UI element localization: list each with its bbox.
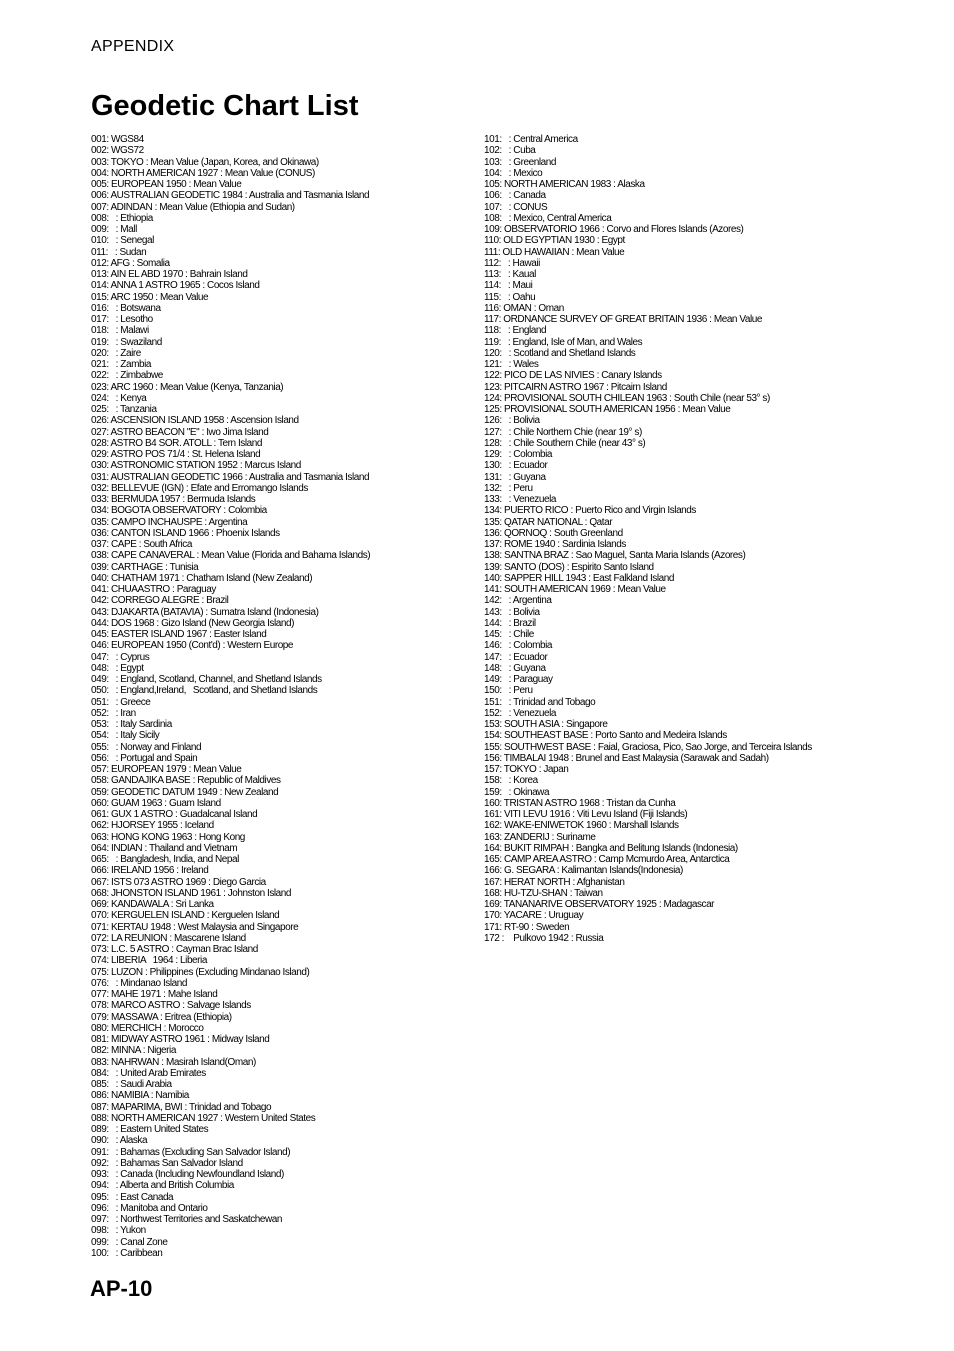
datum-entry: 159: : Okinawa (484, 786, 550, 798)
datum-entry: 064: INDIAN : Thailand and Vietnam (91, 842, 238, 854)
datum-entry: 151: : Trinidad and Tobago (484, 696, 596, 708)
datum-entry: 130: : Ecuador (484, 460, 548, 472)
datum-entry: 087: MAPARIMA, BWI : Trinidad and Tobago (91, 1101, 272, 1113)
datum-entry: 048: : Egypt (91, 662, 144, 674)
datum-entry: 168: HU-TZU-SHAN : Taiwan (484, 887, 603, 899)
datum-list-left-column (91, 134, 476, 1259)
datum-entry: 034: BOGOTA OBSERVATORY : Colombia (91, 505, 267, 517)
datum-entry: 139: SANTO (DOS) : Espirito Santo Island (484, 561, 654, 573)
datum-entry: 118: : England (484, 325, 547, 337)
datum-entry: 098: : Yukon (91, 1225, 146, 1237)
datum-entry: 020: : Zaire (91, 347, 141, 359)
datum-entry: 079: MASSAWA : Eritrea (Ethiopia) (91, 1011, 232, 1023)
datum-entry: 036: CANTON ISLAND 1966 : Phoenix Islands (91, 527, 280, 539)
datum-entry: 055: : Norway and Finland (91, 741, 202, 753)
datum-entry: 136: QORNOQ : South Greenland (484, 527, 623, 539)
datum-entry: 033: BERMUDA 1957 : Bermuda Islands (91, 494, 256, 505)
datum-entry: 041: CHUAASTRO : Paraguay (91, 584, 216, 595)
datum-entry: 071: KERTAU 1948 : West Malaysia and Singapore (91, 921, 299, 933)
datum-entry: 024: : Kenya (91, 392, 147, 404)
datum-entry: 092: : Bahamas San Salvador Island (91, 1157, 243, 1169)
datum-entry: 133: : Venezuela (484, 494, 556, 505)
datum-entry: 093: : Canada (Including Newfoundland Island) (91, 1169, 284, 1180)
datum-entry: 075: LUZON : Philippines (Excluding Mindanao Island) (91, 966, 310, 978)
datum-entry: 022: : Zimbabwe (91, 370, 163, 382)
datum-entry: 070: KERGUELEN ISLAND : Kerguelen Island (91, 910, 280, 922)
datum-entry: 003: TOKYO : Mean Value (Japan, Korea, and Okinawa) (91, 156, 319, 168)
datum-entry: 119: : England, Isle of Man, and Wales (484, 336, 643, 348)
datum-entry: 124: PROVISIONAL SOUTH CHILEAN 1963 : South Chile (near 53° s) (484, 392, 770, 404)
datum-entry: 072: LA REUNION : Mascarene Island (91, 932, 246, 944)
datum-entry: 120: : Scotland and Shetland Islands (484, 347, 636, 359)
datum-entry: 037: CAPE : South Africa (91, 539, 192, 550)
datum-entry: 138: SANTNA BRAZ : Sao Maguel, Santa Maria Islands (Azores) (484, 550, 746, 562)
datum-entry: 039: CARTHAGE : Tunisia (91, 561, 199, 573)
datum-entry: 106: : Canada (484, 190, 546, 202)
datum-entry: 155: SOUTHWEST BASE : Faial, Graciosa, Pico, Sao Jorge, and Terceira Islands (484, 741, 812, 753)
datum-entry: 029: ASTRO POS 71/4 : St. Helena Island (91, 449, 261, 460)
datum-entry: 023: ARC 1960 : Mean Value (Kenya, Tanzania) (91, 381, 284, 393)
datum-entry: 129: : Colombia (484, 449, 552, 460)
datum-entry: 163: ZANDERIJ : Suriname (484, 831, 596, 843)
datum-entry: 101: : Central America (484, 134, 578, 145)
datum-entry: 011: : Sudan (91, 246, 147, 258)
datum-entry: 056: : Portugal and Spain (91, 752, 198, 764)
datum-list-right-column (484, 134, 924, 944)
datum-entry: 150: : Peru (484, 685, 533, 697)
datum-entry: 126: : Bolivia (484, 415, 540, 427)
datum-entry: 057: EUROPEAN 1979 : Mean Value (91, 764, 242, 775)
datum-entry: 169: TANANARIVE OBSERVATORY 1925 : Madagascar (484, 899, 715, 910)
datum-entry: 047: : Cyprus (91, 651, 150, 663)
datum-entry: 076: : Mindanao Island (91, 977, 187, 989)
datum-entry: 165: CAMP AREA ASTRO : Camp Mcmurdo Area, Antarctica (484, 854, 730, 865)
datum-entry: 143: : Bolivia (484, 606, 540, 618)
datum-entry: 149: : Paraguay (484, 674, 553, 685)
datum-entry: 162: WAKE-ENIWETOK 1960 : Marshall Islands (484, 820, 679, 832)
datum-entry: 074: LIBERIA 1964 : Liberia (91, 955, 207, 967)
datum-entry: 065: : Bangladesh, India, and Nepal (91, 854, 239, 865)
datum-entry: 156: TIMBALAI 1948 : Brunel and East Malaysia (Sarawak and Sadah) (484, 752, 769, 764)
datum-entry: 061: GUX 1 ASTRO : Guadalcanal Island (91, 809, 258, 820)
datum-entry: 063: HONG KONG 1963 : Hong Kong (91, 831, 245, 843)
datum-entry: 026: ASCENSION ISLAND 1958 : Ascension Island (91, 415, 299, 427)
datum-entry: 062: HJORSEY 1955 : Iceland (91, 820, 214, 832)
datum-entry: 066: IRELAND 1956 : Ireland (91, 865, 209, 877)
datum-entry: 045: EASTER ISLAND 1967 : Easter Island (91, 629, 267, 640)
section-header: APPENDIX (91, 38, 175, 55)
datum-entry: 164: BUKIT RIMPAH : Bangka and Belitung Islands (Indonesia) (484, 842, 738, 854)
datum-entry: 140: SAPPER HILL 1943 : East Falkland Island (484, 572, 674, 584)
datum-entry: 049: : England, Scotland, Channel, and Shetland Islands (91, 674, 322, 685)
datum-entry: 134: PUERTO RICO : Puerto Rico and Virgin Islands (484, 505, 696, 517)
datum-entry: 012: AFG : Somalia (91, 257, 170, 269)
datum-entry: 044: DOS 1968 : Gizo Island (New Georgia Island) (91, 617, 294, 629)
datum-entry: 103: : Greenland (484, 156, 556, 168)
datum-entry: 001: WGS84 (91, 134, 144, 145)
datum-entry: 142: : Argentina (484, 595, 552, 607)
datum-entry: 104: : Mexico (484, 167, 543, 179)
datum-entry: 160: TRISTAN ASTRO 1968 : Tristan da Cunha (484, 797, 676, 809)
datum-entry: 010: : Senegal (91, 235, 154, 247)
datum-entry: 144: : Brazil (484, 617, 536, 629)
datum-entry: 035: CAMPO INCHAUSPE : Argentina (91, 516, 248, 528)
datum-entry: 167: HERAT NORTH : Afghanistan (484, 876, 625, 888)
datum-entry: 086: NAMIBIA : Namibia (91, 1090, 189, 1102)
datum-entry: 027: ASTRO BEACON "E" : Iwo Jima Island (91, 426, 269, 438)
datum-entry: 172 : Pulkovo 1942 : Russia (484, 932, 604, 944)
datum-entry: 112: : Hawaii (484, 257, 540, 269)
datum-entry: 025: : Tanzania (91, 404, 157, 415)
page-title: Geodetic Chart List (91, 90, 359, 122)
datum-entry: 152: : Venezuela (484, 707, 556, 719)
datum-entry: 051: : Greece (91, 696, 151, 708)
datum-entry: 114: : Maui (484, 280, 533, 292)
datum-entry: 028: ASTRO B4 SOR. ATOLL : Tern Island (91, 437, 262, 449)
datum-entry: 090: : Alaska (91, 1135, 148, 1147)
datum-entry: 067: ISTS 073 ASTRO 1969 : Diego Garcia (91, 876, 266, 888)
datum-entry: 088: NORTH AMERICAN 1927 : Western United States (91, 1112, 316, 1124)
datum-entry: 058: GANDAJIKA BASE : Republic of Maldives (91, 775, 281, 787)
datum-entry: 019: : Swaziland (91, 336, 162, 348)
datum-entry: 085: : Saudi Arabia (91, 1079, 172, 1090)
datum-entry: 002: WGS72 (91, 145, 144, 157)
datum-entry: 006: AUSTRALIAN GEODETIC 1984 : Australia and Tasmania Island (91, 190, 370, 202)
datum-entry: 009: : Mall (91, 224, 137, 235)
datum-entry: 097: : Northwest Territories and Saskatchewan (91, 1214, 282, 1225)
datum-entry: 102: : Cuba (484, 145, 536, 157)
datum-entry: 069: KANDAWALA : Sri Lanka (91, 899, 214, 910)
datum-entry: 110: OLD EGYPTIAN 1930 : Egypt (484, 235, 625, 247)
datum-entry: 054: : Italy Sicily (91, 730, 160, 742)
datum-entry: 015: ARC 1950 : Mean Value (91, 291, 209, 303)
datum-entry: 032: BELLEVUE (IGN) : Efate and Erromango Islands (91, 482, 308, 494)
datum-entry: 008: : Ethiopia (91, 212, 153, 224)
datum-entry: 115: : Oahu (484, 291, 536, 303)
datum-entry: 018: : Malawi (91, 325, 149, 337)
datum-entry: 060: GUAM 1963 : Guam Island (91, 797, 221, 809)
datum-entry: 078: MARCO ASTRO : Salvage Islands (91, 1000, 251, 1012)
datum-entry: 014: ANNA 1 ASTRO 1965 : Cocos Island (91, 280, 260, 292)
datum-entry: 121: : Wales (484, 359, 539, 370)
datum-entry: 116: OMAN : Oman (484, 302, 564, 314)
datum-entry: 084: : United Arab Emirates (91, 1067, 206, 1079)
datum-entry: 017: : Lesotho (91, 314, 153, 325)
datum-entry: 154: SOUTHEAST BASE : Porto Santo and Medeira Islands (484, 730, 727, 742)
datum-entry: 042: CORREGO ALEGRE : Brazil (91, 595, 229, 607)
datum-entry: 141: SOUTH AMERICAN 1969 : Mean Value (484, 584, 666, 595)
datum-entry: 105: NORTH AMERICAN 1983 : Alaska (484, 179, 645, 190)
datum-entry: 125: PROVISIONAL SOUTH AMERICAN 1956 : Mean Value (484, 404, 731, 415)
datum-entry: 161: VITI LEVU 1916 : Viti Levu Island (Fiji Islands) (484, 809, 688, 820)
datum-entry: 127: : Chile Northern Chie (near 19° s) (484, 426, 642, 438)
datum-entry: 111: OLD HAWAIIAN : Mean Value (484, 246, 625, 258)
datum-entry: 095: : East Canada (91, 1191, 174, 1203)
datum-entry: 005: EUROPEAN 1950 : Mean Value (91, 179, 242, 190)
datum-entry: 081: MIDWAY ASTRO 1961 : Midway Island (91, 1034, 270, 1045)
datum-entry: 123: PITCAIRN ASTRO 1967 : Pitcairn Island (484, 381, 667, 393)
datum-entry: 146: : Colombia (484, 640, 552, 652)
datum-entry: 099: : Canal Zone (91, 1236, 168, 1248)
datum-entry: 050: : England,Ireland, Scotland, and Shetland Islands (91, 685, 318, 697)
datum-entry: 153: SOUTH ASIA : Singapore (484, 719, 608, 730)
datum-entry: 100: : Caribbean (91, 1247, 163, 1259)
datum-entry: 059: GEODETIC DATUM 1949 : New Zealand (91, 786, 279, 798)
datum-entry: 135: QATAR NATIONAL : Qatar (484, 516, 613, 528)
datum-entry: 068: JHONSTON ISLAND 1961 : Johnston Island (91, 887, 292, 899)
datum-entry: 046: EUROPEAN 1950 (Cont'd) : Western Europe (91, 640, 294, 652)
datum-entry: 052: : Iran (91, 707, 136, 719)
page-number: AP-10 (90, 1276, 153, 1301)
datum-entry: 094: : Alberta and British Columbia (91, 1180, 234, 1192)
datum-entry: 089: : Eastern United States (91, 1124, 209, 1135)
datum-entry: 157: TOKYO : Japan (484, 764, 569, 775)
datum-entry: 145: : Chile (484, 629, 534, 640)
datum-entry: 077: MAHE 1971 : Mahe Island (91, 989, 218, 1000)
datum-entry: 013: AIN EL ABD 1970 : Bahrain Island (91, 269, 248, 280)
datum-entry: 166: G. SEGARA : Kalimantan Islands(Indonesia) (484, 865, 683, 877)
datum-entry: 158: : Korea (484, 775, 538, 787)
datum-entry: 170: YACARE : Uruguay (484, 910, 584, 922)
datum-entry: 038: CAPE CANAVERAL : Mean Value (Florida and Bahama Islands) (91, 550, 371, 562)
datum-entry: 016: : Botswana (91, 302, 161, 314)
datum-entry: 007: ADINDAN : Mean Value (Ethiopia and Sudan) (91, 201, 295, 213)
datum-entry: 147: : Ecuador (484, 651, 548, 663)
datum-entry: 040: CHATHAM 1971 : Chatham Island (New Zealand) (91, 572, 313, 584)
datum-entry: 053: : Italy Sardinia (91, 719, 172, 730)
datum-entry: 091: : Bahamas (Excluding San Salvador Island) (91, 1146, 291, 1158)
datum-entry: 004: NORTH AMERICAN 1927 : Mean Value (CONUS) (91, 167, 315, 179)
datum-entry: 137: ROME 1940 : Sardinia Islands (484, 539, 626, 550)
datum-entry: 073: L.C. 5 ASTRO : Cayman Brac Island (91, 944, 258, 955)
datum-entry: 122: PICO DE LAS NIVIES : Canary Islands (484, 370, 662, 382)
datum-entry: 131: : Guyana (484, 471, 546, 483)
datum-entry: 128: : Chile Southern Chile (near 43° s) (484, 437, 646, 449)
datum-entry: 108: : Mexico, Central America (484, 212, 612, 224)
datum-entry: 031: AUSTRALIAN GEODETIC 1966 : Australia and Tasmania Island (91, 471, 370, 483)
datum-entry: 117: ORDNANCE SURVEY OF GREAT BRITAIN 1936 : Mean Value (484, 314, 762, 325)
datum-entry: 132: : Peru (484, 482, 533, 494)
datum-entry: 080: MERCHICH : Morocco (91, 1022, 204, 1034)
datum-entry: 107: : CONUS (484, 201, 548, 213)
datum-entry: 082: MINNA : Nigeria (91, 1045, 176, 1057)
datum-entry: 171: RT-90 : Sweden (484, 921, 570, 933)
datum-entry: 109: OBSERVATORIO 1966 : Corvo and Flores Islands (Azores) (484, 224, 744, 235)
datum-entry: 096: : Manitoba and Ontario (91, 1202, 208, 1214)
datum-entry: 021: : Zambia (91, 359, 151, 370)
datum-entry: 030: ASTRONOMIC STATION 1952 : Marcus Island (91, 460, 301, 472)
datum-entry: 083: NAHRWAN : Masirah Island(Oman) (91, 1056, 256, 1068)
datum-entry: 148: : Guyana (484, 662, 546, 674)
datum-entry: 043: DJAKARTA (BATAVIA) : Sumatra Island (Indonesia) (91, 606, 319, 618)
datum-entry: 113: : Kaual (484, 269, 536, 280)
